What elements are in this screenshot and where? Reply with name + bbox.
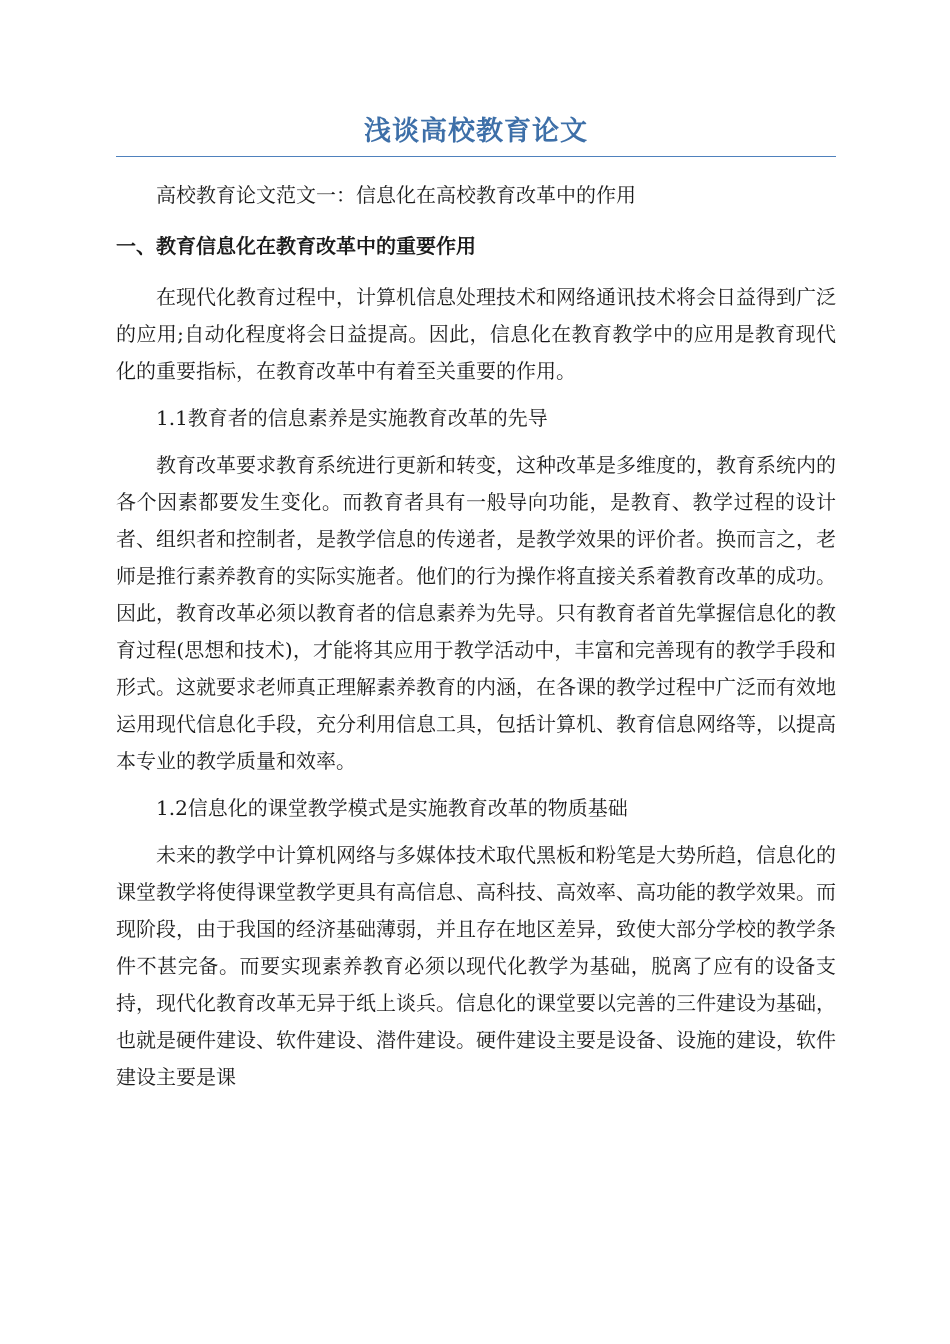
title-underline bbox=[116, 156, 836, 157]
subtitle: 高校教育论文范文一：信息化在高校教育改革中的作用 bbox=[156, 183, 636, 207]
paragraph-1: 在现代化教育过程中，计算机信息处理技术和网络通讯技术将会日益得到广泛的应用;自动化程度将会日益提高。因此，信息化在教育教学中的应用是教育现代化的重要指标，在教育改革中有着至关重要的作用。 bbox=[116, 285, 836, 383]
subsection-heading-1-2: 1.2信息化的课堂教学模式是实施教育改革的物质基础 bbox=[156, 796, 628, 820]
subsection-heading-1-1: 1.1教育者的信息素养是实施教育改革的先导 bbox=[156, 406, 548, 430]
paragraph-2: 教育改革要求教育系统进行更新和转变，这种改革是多维度的，教育系统内的各个因素都要发生变化。而教育者具有一般导向功能，是教育、教学过程的设计者、组织者和控制者，是教学信息的传递者，是教学效果的评价者。换而言之，老师是推行素养教育的实际实施者。他们的行为操作将直接关系着教育改革的成功。因此，教育改革必须以教育者的信息素养为先导。只有教育者首先掌握信息化的教育过程(思想和技术)，才能将其应用于教学活动中，丰富和完善现有的教学手段和形式。这就要求老师真正理解素养教育的内涵，在各课的教学过程中广泛而有效地运用现代信息化手段，充分利用信息工具，包括计算机、教育信息网络等，以提高本专业的教学质量和效率。 bbox=[116, 453, 836, 773]
section-heading-1: 一、教育信息化在教育改革中的重要作用 bbox=[116, 234, 476, 258]
paragraph-3: 未来的教学中计算机网络与多媒体技术取代黑板和粉笔是大势所趋，信息化的课堂教学将使得课堂教学更具有高信息、高科技、高效率、高功能的教学效果。而现阶段，由于我国的经济基础薄弱，并且存在地区差异，致使大部分学校的教学条件不甚完备。而要实现素养教育必须以现代化教学为基础，脱离了应有的设备支持，现代化教育改革无异于纸上谈兵。信息化的课堂要以完善的三件建设为基础，也就是硬件建设、软件建设、潜件建设。硬件建设主要是设备、设施的建设，软件建设主要是课 bbox=[116, 843, 836, 1089]
document-title: 浅谈高校教育论文 bbox=[364, 116, 588, 147]
document-page bbox=[116, 112, 836, 1096]
